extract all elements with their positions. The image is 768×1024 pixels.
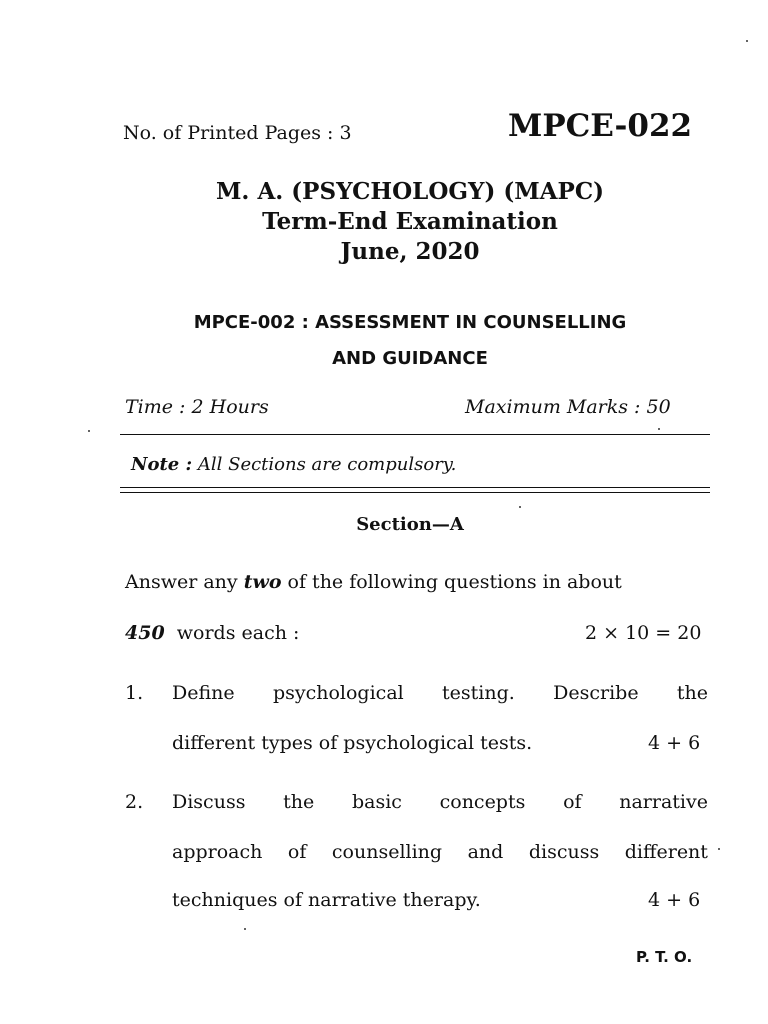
scan-speck: [88, 430, 90, 432]
section-heading: Section—A: [356, 514, 464, 535]
scan-speck: [244, 928, 246, 930]
maximum-marks: Maximum Marks : 50: [465, 396, 671, 418]
question-marks: 4 + 6: [648, 732, 701, 754]
question-word: approach: [172, 841, 263, 863]
degree-title: M. A. (PSYCHOLOGY) (MAPC): [215, 178, 605, 205]
exam-date: June, 2020: [340, 238, 480, 265]
time-allowed: Time : 2 Hours: [125, 396, 269, 418]
question-word: and: [467, 841, 504, 863]
scan-speck: [519, 506, 521, 508]
section-marks: 2 × 10 = 20: [585, 622, 702, 644]
question-word: Discuss: [172, 791, 246, 813]
question-2-line2: [172, 841, 708, 863]
question-word: Define: [172, 682, 235, 704]
instruction-emphasis: two: [243, 571, 282, 593]
question-1-line2: different types of psychological tests.: [172, 732, 533, 754]
question-word: of: [563, 791, 582, 813]
printed-pages-count: No. of Printed Pages : 3: [123, 122, 352, 144]
paper-code: MPCE-022: [508, 108, 693, 144]
divider-rule-double-top: [120, 487, 710, 488]
section-instruction-words: [125, 622, 299, 644]
course-title-line1: MPCE-002 : ASSESSMENT IN COUNSELLING: [193, 312, 627, 333]
question-marks: 4 + 6: [648, 889, 701, 911]
question-2-line3: techniques of narrative therapy.: [172, 889, 481, 911]
divider-rule-double-bottom: [120, 492, 710, 493]
word-limit: 450: [125, 622, 165, 644]
course-title-line2: AND GUIDANCE: [332, 348, 488, 369]
note-text: All Sections are compulsory.: [197, 454, 457, 475]
question-word: psychological: [272, 682, 404, 704]
question-word: of: [287, 841, 307, 863]
question-word: counselling: [331, 841, 443, 863]
question-word: discuss: [528, 841, 600, 863]
question-1-line1: [172, 682, 708, 704]
instruction-text: of the following questions in about: [287, 571, 622, 593]
page-turn-over: P. T. O.: [636, 948, 693, 966]
instruction-text: words each :: [176, 622, 300, 644]
note: [131, 454, 456, 475]
section-instruction: [125, 571, 622, 593]
scan-speck: [746, 40, 748, 42]
question-number: 2.: [125, 791, 144, 813]
question-word: the: [283, 791, 315, 813]
question-word: concepts: [439, 791, 526, 813]
note-label: Note :: [131, 454, 193, 475]
scan-speck: [718, 848, 720, 850]
exam-type: Term-End Examination: [262, 208, 558, 235]
question-word: Describe: [553, 682, 639, 704]
question-word: testing.: [442, 682, 515, 704]
question-2-line1: [172, 791, 708, 813]
scan-speck: [658, 428, 660, 430]
instruction-text: Answer any: [125, 571, 238, 593]
divider-rule: [120, 434, 710, 435]
question-word: different: [624, 841, 708, 863]
question-word: narrative: [619, 791, 708, 813]
question-number: 1.: [125, 682, 144, 704]
question-word: basic: [351, 791, 402, 813]
question-word: the: [676, 682, 708, 704]
